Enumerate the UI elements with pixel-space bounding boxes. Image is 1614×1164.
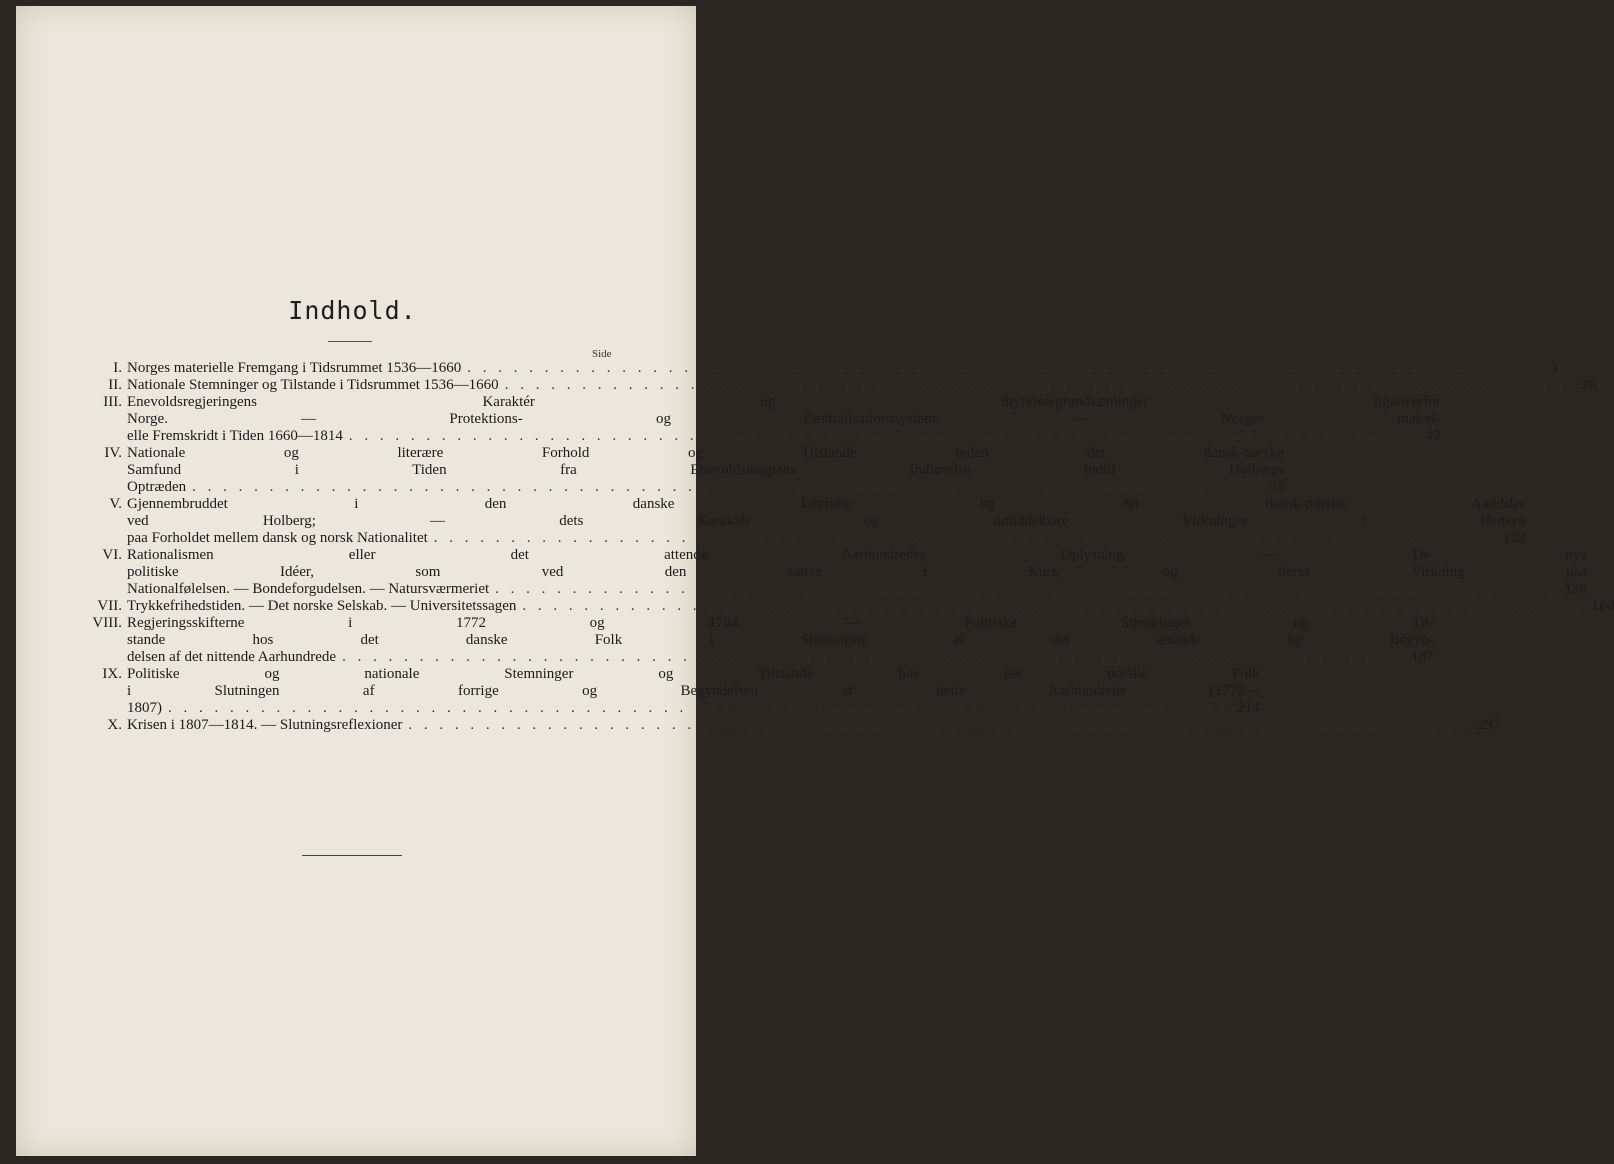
chapter-number: VI. [102,547,122,563]
leader-dots [162,700,1230,717]
page-number: 1 [1551,360,1560,376]
page-number: 160 [1591,598,1614,614]
chapter-number: IX. [102,666,122,682]
chapter-title-line: paa Forholdet mellem dansk og norsk Nationalitet [127,530,428,546]
chapter-title-line: Krisen i 1807—1814. — Slutningsreflexioner [127,717,403,733]
chapter-title-line: Enevoldsregjeringens Karaktér og Styrelsesgrundsætninger ligeoverfor [127,394,1441,410]
chapter-title-line: ved Holberg; — dets Karaktér og umiddelbare Virkninger i Hensyn [127,513,1526,529]
chapter-title-line: Rationalismen eller det attende Aarhundredes Oplysning. — De nye [127,547,1587,563]
chapter-number: V. [109,496,122,512]
leader-dots [186,479,1254,496]
chapter-title-line: Nationale Stemninger og Tilstande i Tidsrummet 1536—1660 [127,377,499,393]
page-number: 47 [1425,428,1441,444]
chapter-title-line: delsen af det nittende Aarhundrede [127,649,337,665]
toc-entry [86,360,1560,377]
chapter-title-line: politiske Idéer, som ved den sattes i Kurs, og deres Virkning paa [127,564,1587,580]
chapter-title-line: 1807) [127,700,162,716]
chapter-title-line: Nationale og literære Forhold og Tilstande inden det dansk-norske [127,445,1284,461]
page-number: 123 [1503,530,1526,546]
leader-dots [428,530,1496,547]
page-number: 136 [1564,581,1587,597]
page-number: 214 [1237,700,1260,716]
chapter-number: X. [107,717,122,733]
toc-entry [86,717,1501,734]
chapter-number: IV. [104,445,122,461]
chapter-title-line: Trykkefrihedstiden. — Det norske Selskab. — Universitetssagen [127,598,517,614]
toc-entry [86,547,1587,598]
leader-dots [516,598,1584,615]
leader-dots [343,428,1411,445]
closing-divider [302,855,402,856]
chapter-title-line: Samfund i Tiden fra Enevoldsmagtens Indførelse indtil Holbergs [127,462,1284,478]
leader-dots [336,649,1404,666]
chapter-title-line: Optræden [127,479,187,495]
chapter-number: III. [103,394,122,410]
page-title: Indhold. [288,296,417,325]
chapter-title-line: Norge. — Protektions- og Centralisationssystem. — Norges materi- [127,411,1441,427]
toc-entry [86,666,1260,717]
toc-entry [86,377,1597,394]
chapter-title-line: Regjeringsskifterne i 1772 og 1784. — Politiske Stemninger og Til- [127,615,1434,631]
page-number: 187 [1411,649,1434,665]
title-divider [328,341,372,342]
leader-dots [489,581,1557,598]
chapter-title-line: Politiske og nationale Stemninger og Tilstande hos det norske Folk [127,666,1260,682]
chapter-number: VII. [97,598,122,614]
page-number: 297 [1477,717,1501,733]
chapter-title-line: elle Fremskridt i Tiden 1660—1814 [127,428,343,444]
chapter-number: I. [113,360,122,376]
chapter-title-line: Gjennembruddet i den danske Literatur og det dansk-norske Aandsliv [127,496,1526,512]
chapter-title-line: Norges materielle Fremgang i Tidsrummet 1536—1660 [127,360,462,376]
toc-entry [86,615,1434,666]
leader-dots [461,360,1529,377]
leader-dots [402,717,1470,734]
chapter-title-line: stande hos det danske Folk i Slutningen af det attende og Begyn- [127,632,1434,648]
page-number: 93 [1268,479,1284,495]
leader-dots [499,377,1567,394]
chapter-number: II. [108,377,122,393]
toc-entry [86,445,1284,496]
page-number: 20 [1581,377,1597,393]
toc-entry [86,394,1441,445]
chapter-number: VIII. [92,615,122,631]
table-of-contents [86,360,1614,734]
toc-entry [86,598,1614,615]
page-column-label: Side [592,348,612,360]
chapter-title-line: i Slutningen af forrige og Begyndelsen af dette Aarhundrede (1772— [127,683,1260,699]
toc-entry [86,496,1526,547]
chapter-title-line: Nationalfølelsen. — Bondeforgudelsen. — Natursværmeriet [127,581,490,597]
